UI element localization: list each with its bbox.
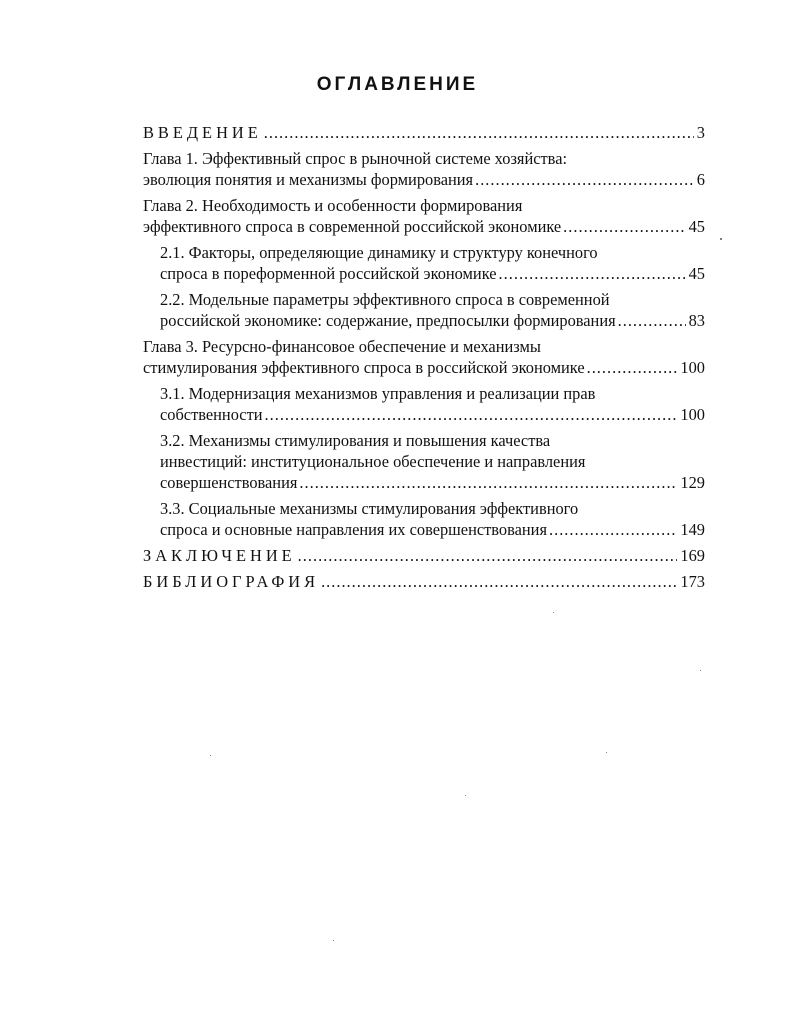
toc-entry-title-line: инвестиций: институциональное обеспечение и направления <box>160 452 586 471</box>
toc-entry-title: спроса в пореформенной российской экономике <box>160 264 497 283</box>
toc-page-number: 100 <box>680 358 705 377</box>
toc-entry-section-3-3[interactable] <box>160 498 705 540</box>
toc-entry-title: спроса и основные направления их совершенствования <box>160 520 547 539</box>
scan-speck <box>606 752 607 753</box>
toc-entry-title-line: 2.1. Факторы, определяющие динамику и структуру конечного <box>160 243 598 262</box>
toc-page-number: 173 <box>680 572 705 591</box>
toc-entry-title-line: Глава 2. Необходимость и особенности формирования <box>143 196 523 215</box>
toc-page-number: 100 <box>680 405 705 424</box>
dot-leader <box>587 357 678 378</box>
toc-entry-title: ВВЕДЕНИЕ <box>143 123 262 142</box>
dot-leader <box>264 122 694 143</box>
dot-leader <box>618 310 686 331</box>
toc-entry-title: эффективного спроса в современной российской экономике <box>143 217 562 236</box>
scan-speck <box>553 612 554 613</box>
toc-entry-title: совершенствования <box>160 473 298 492</box>
dot-leader <box>298 545 678 566</box>
toc-entry-section-3-2[interactable] <box>160 430 705 493</box>
toc-page-number: 3 <box>696 123 705 142</box>
dot-leader <box>321 571 677 592</box>
scan-speck <box>210 755 211 756</box>
toc-entry-section-2-2[interactable] <box>160 289 705 331</box>
toc-page-number: 45 <box>688 264 705 283</box>
table-of-contents <box>143 122 705 592</box>
scan-speck <box>465 795 466 796</box>
toc-entry-title: российской экономике: содержание, предпосылки формирования <box>160 311 616 330</box>
dot-leader <box>299 472 677 493</box>
toc-entry-title-line: 3.2. Механизмы стимулирования и повышения качества <box>160 431 551 450</box>
toc-entry-bibliography[interactable] <box>143 571 705 592</box>
toc-entry-title: ЗАКЛЮЧЕНИЕ <box>143 546 296 565</box>
scan-speck <box>720 238 722 240</box>
toc-page-number: 169 <box>680 546 705 565</box>
dot-leader <box>265 404 678 425</box>
toc-page-number: 149 <box>680 520 705 539</box>
dot-leader <box>549 519 677 540</box>
toc-entry-section-3-1[interactable] <box>160 383 705 425</box>
toc-entry-title-line: Глава 1. Эффективный спрос в рыночной системе хозяйства: <box>143 149 568 168</box>
toc-page-number: 129 <box>680 473 705 492</box>
page-title: ОГЛАВЛЕНИЕ <box>316 74 479 95</box>
dot-leader <box>499 263 686 284</box>
toc-entry-chapter-3[interactable] <box>143 336 705 378</box>
toc-page-number: 6 <box>696 170 705 189</box>
dot-leader <box>563 216 685 237</box>
toc-entry-title: собственности <box>160 405 263 424</box>
toc-entry-title-line: 3.1. Модернизация механизмов управления и реализации прав <box>160 384 596 403</box>
toc-entry-title: БИБЛИОГРАФИЯ <box>143 572 320 591</box>
toc-entry-title-line: 3.3. Социальные механизмы стимулирования эффективного <box>160 499 579 518</box>
scan-speck <box>700 670 701 671</box>
toc-entry-chapter-1[interactable] <box>143 148 705 190</box>
toc-entry-title: эволюция понятия и механизмы формирования <box>143 170 474 189</box>
toc-entry-title-line: 2.2. Модельные параметры эффективного спроса в современной <box>160 290 610 309</box>
toc-entry-chapter-2[interactable] <box>143 195 705 237</box>
toc-entry-title: стимулирования эффективного спроса в российской экономике <box>143 358 585 377</box>
toc-page-number: 83 <box>688 311 705 330</box>
dot-leader <box>475 169 694 190</box>
toc-entry-title-line: Глава 3. Ресурсно-финансовое обеспечение и механизмы <box>143 337 541 356</box>
toc-entry-introduction[interactable] <box>143 122 705 143</box>
scan-speck <box>333 940 334 941</box>
toc-entry-conclusion[interactable] <box>143 545 705 566</box>
toc-page-number: 45 <box>688 217 705 236</box>
toc-entry-section-2-1[interactable] <box>160 242 705 284</box>
